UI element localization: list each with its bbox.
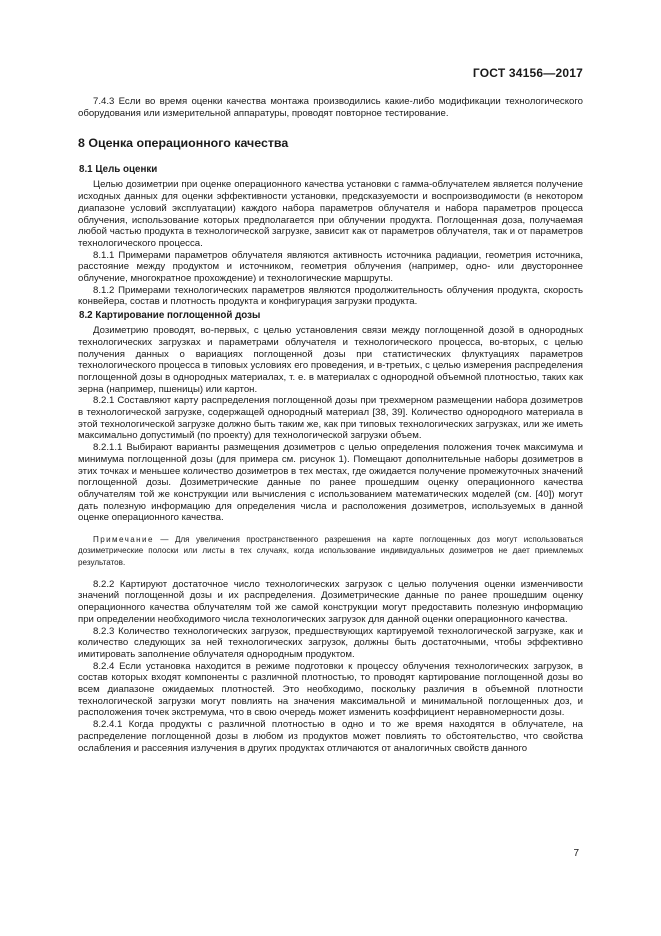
paragraph-8-2-4-1: 8.2.4.1 Когда продукты с различной плотностью в одно и то же время находятся в облучателе, на распределение поглощенной дозы в любом из продуктов может повлиять то обстоятельство, что свойства ослабления и рассеяния излучения в других продуктах отличаются от аналогичных свойств данного xyxy=(78,719,583,754)
paragraph-8-1-1: 8.1.1 Примерами параметров облучателя являются активность источника радиации, геометрия источника, расстояние между продуктом и источником, геометрия облучения (например, одно- или двустороннее облучение, многократное прохождение) и технологические маршруты. xyxy=(78,249,583,285)
note-text: — Для увеличения пространственного разрешения на карте поглощенных доз могут использоваться дозиметрические полоски или листы в тех случаях, когда использование индивидуальных дозиметров не дает приемлемых результатов. xyxy=(78,535,583,567)
page-content xyxy=(78,96,583,754)
section-8-2-heading: 8.2 Картирование поглощенной дозы xyxy=(79,310,261,322)
section-8-1-heading: 8.1 Цель оценки xyxy=(79,164,158,176)
paragraph-8-2-1-1: 8.2.1.1 Выбирают варианты размещения дозиметров с целью определения положения точек максимума и минимума поглощенной дозы (для примера см. рисунок 1). Помещают дополнительные наборы дозиметров в этих точках и меньшее количество дозиметров в тех местах, где ожидается получение промежуточных значений поглощенной дозы. Дозиметрические данные по ранее прошедшим оценку операционного качества облучателям той же конструкции или вычисления с использованием математических моделей (см. [40]) могут дать полезную информацию для определения числа и расположения дозиметров, используемых в данной оценке операционного качества. xyxy=(78,442,583,524)
page-number: 7 xyxy=(573,848,579,859)
section-8-heading: 8 Оценка операционного качества xyxy=(78,136,289,151)
paragraph-8-1-intro: Целью дозиметрии при оценке операционного качества установки с гамма-облучателем является получение исходных данных для оценки эффективности установки, предсказуемости и воспроизводимости (в некотором диапазоне условий эксплуатации) каждого набора параметров облучателя и набора параметров процесса облучения, использование которых предполагается при облучении продукта. Поглощенная доза, получаемая любой частью продукта в технологической загрузке, зависит как от параметров облучателя, так и от параметров технологического процесса. xyxy=(78,179,583,249)
paragraph-7-4-3: 7.4.3 Если во время оценки качества монтажа производились какие-либо модификации технологического оборудования или измерительной аппаратуры, проводят повторное тестирование. xyxy=(78,96,583,119)
note xyxy=(78,534,583,568)
paragraph-8-1-2: 8.1.2 Примерами технологических параметров являются продолжительность облучения продукта, скорость конвейера, состав и плотность продукта и конфигурация загрузки продукта. xyxy=(78,284,583,308)
note-label: Примечание xyxy=(93,535,154,545)
paragraph-8-2-4: 8.2.4 Если установка находится в режиме подготовки к процессу облучения технологических загрузок, в состав которых входят компоненты с различной плотностью, то проводят картирование поглощенной дозы во всем диапазоне ожидаемых плотностей. Это необходимо, поскольку различия в объемной плотности технологической загрузки могут повлиять на значения максимальной и минимальной поглощенных доз, и расположения точек экстремума, что в свою очередь может изменить коэффициент неравномерности дозы. xyxy=(78,660,583,719)
paragraph-8-2-intro: Дозиметрию проводят, во-первых, с целью установления связи между поглощенной дозой в однородных технологических загрузках и параметрами облучателя и технологического процесса, во-вторых, с целью получения данных о вариациях поглощенной дозы при статистических флуктуациях параметров технологического процесса в типовых условиях его проведения, и в-третьих, с целью измерения распределения поглощенной дозы в однородных материалах, т. е. в материалах с однородной объемной плотностью, таких как зерна (например, пшеницы) или картон. xyxy=(78,325,583,395)
document-id-header: ГОСТ 34156—2017 xyxy=(472,66,583,80)
paragraph-8-2-3: 8.2.3 Количество технологических загрузок, предшествующих картируемой технологической загрузке, как и количество следующих за ней технологических загрузок, должны быть достаточными, чтобы эффективно имитировать заполнение облучателя однородным продуктом. xyxy=(78,625,583,660)
paragraph-8-2-1: 8.2.1 Составляют карту распределения поглощенной дозы при трехмерном размещении набора дозиметров в технологической загрузке, содержащей однородный материал [38, 39]. Количество однородного материала в этой технологической загрузке должно быть таким же, как при типовых технологических загрузках, или же иметь максимально допустимый (по проекту) для технологической загрузки объем. xyxy=(78,395,583,442)
paragraph-8-2-2: 8.2.2 Картируют достаточное число технологических загрузок с целью получения оценки изменчивости значений поглощенной дозы и их распределения. Дозиметрические данные по ранее прошедшим оценку операционного качества облучателям той же самой конструкции могут предоставить полезную информацию при определении необходимого числа технологических загрузок для данной оценки операционного качества. xyxy=(78,578,583,625)
